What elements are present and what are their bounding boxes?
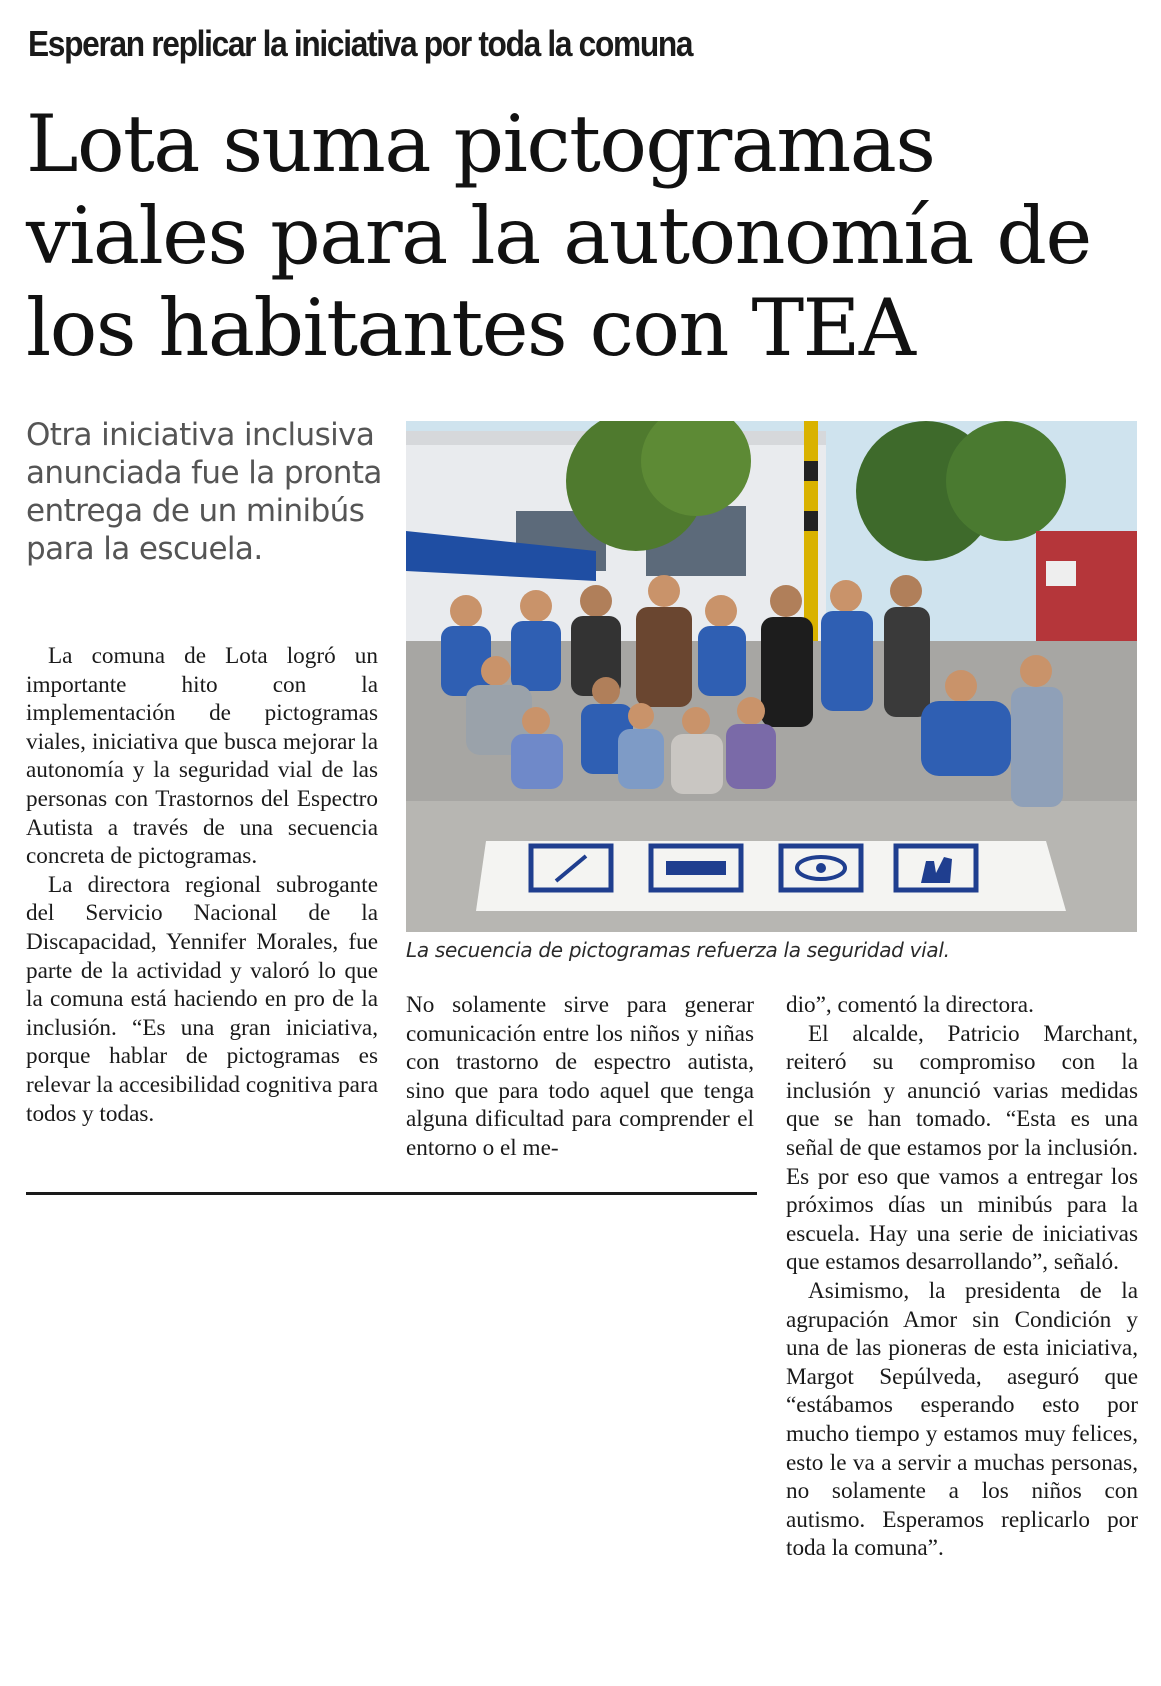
- column-rule: [26, 1192, 757, 1195]
- paragraph: Asimismo, la presidenta de la agrupación Amor sin Condición y una de las pioneras de esta iniciativa, Margot Sepúlveda, aseguró que “estábamos esperando esto por mucho tiempo y estamos muy felices, esto le va a servir a muchas personas, no solamente a los niños con autismo. Esperamos replicarlo por toda la comuna”.: [786, 1277, 1138, 1562]
- group-photo-illustration: [406, 421, 1137, 932]
- paragraph: dio”, comentó la directora.: [786, 992, 1034, 1018]
- deck: Otra iniciativa inclusiva anunciada fue la pronta entrega de un minibús para la escuela.: [26, 417, 382, 567]
- paragraph: El alcalde, Patricio Marchant, reiteró su compromiso con la inclusión y anunció varias medidas que se han tomado. “Esta es una señal de que estamos por la inclusión. Es por eso que vamos a entregar los próximos días un minibús para la escuela. Hay una serie de iniciativas que estamos desarrollando”, señaló.: [786, 1020, 1138, 1276]
- column-3: [786, 991, 1138, 1563]
- photo-caption: La secuencia de pictogramas refuerza la seguridad vial.: [406, 938, 950, 962]
- kicker: Esperan replicar la iniciativa por toda la comuna: [28, 23, 693, 64]
- column-1: [26, 642, 378, 1128]
- headline: Lota suma pictogramas viales para la autonomía de los habitantes con TEA: [26, 98, 1091, 374]
- paragraph: No solamente sirve para generar comunicación entre los niños y niñas con trastorno de espectro autista, sino que para todo aquel que tenga alguna dificultad para comprender el entorno o el me-: [406, 992, 754, 1161]
- paragraph: La directora regional subrogante del Servicio Nacional de la Discapacidad, Yennifer Morales, fue parte de la actividad y valoró lo que la comuna está haciendo en pro de la inclusión. “Es una gran iniciativa, porque hablar de pictogramas es relevar la accesibilidad cognitiva para todos y todas.: [26, 871, 378, 1127]
- column-2: [406, 991, 754, 1163]
- paragraph: La comuna de Lota logró un importante hito con la implementación de pictogramas viales, iniciativa que busca mejorar la autonomía y la seguridad vial de las personas con Trastornos del Espectro Autista a través de una secuencia concreta de pictogramas.: [26, 643, 378, 870]
- article-photo: [406, 421, 1137, 932]
